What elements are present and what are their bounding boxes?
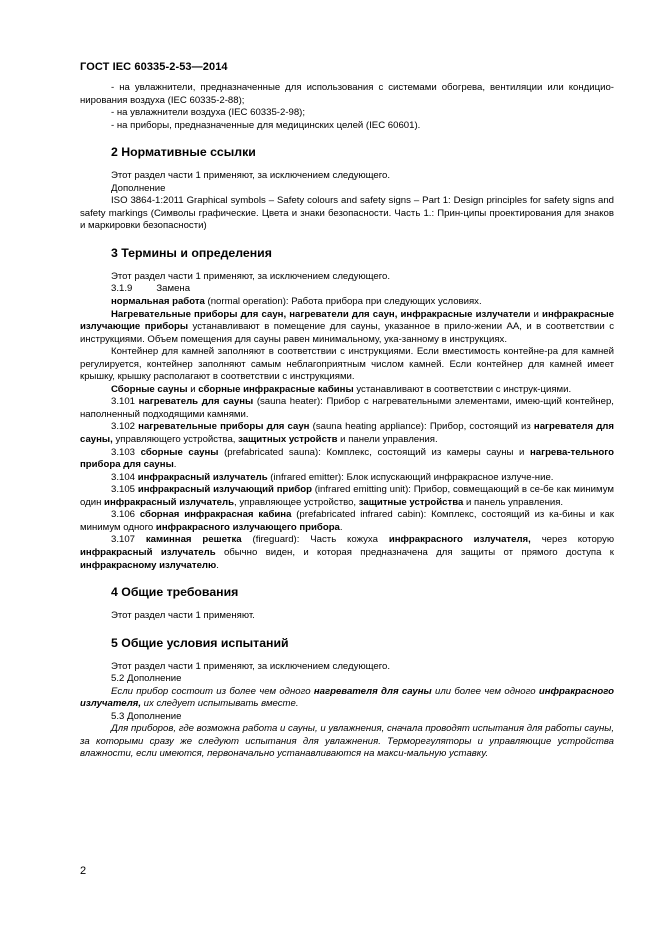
bold-term: инфракрасного излучающего прибора bbox=[155, 521, 340, 533]
section-2-heading: 2 Нормативные ссылки bbox=[111, 145, 256, 160]
text-run: 3.101 bbox=[111, 396, 139, 408]
clause-number: 3.1.9 bbox=[111, 283, 133, 295]
italic-text: их следует испытывать вместе. bbox=[141, 698, 299, 710]
text-run: через которую bbox=[530, 534, 615, 546]
bold-term: инфракрасные излучающие приборы bbox=[80, 308, 614, 333]
bold-term: сборные сауны bbox=[140, 446, 219, 458]
document-header: ГОСТ IEC 60335-2-53—2014 bbox=[80, 61, 228, 73]
bold-term: инфракрасный излучатель bbox=[80, 546, 216, 558]
text-run: (infrared emitting unit): Прибор, совмещающий в се-бе как минимум один bbox=[80, 484, 614, 508]
normal-operation-definition bbox=[80, 296, 614, 309]
scope-item-humidifiers-hvac: - на увлажнители, предназначенные для использования с системами обогрева, вентиляции или кондицио-нирования воздуха (IEC 60335-2-88); bbox=[80, 82, 614, 106]
clause-5-2-text bbox=[80, 686, 614, 711]
text-run: , управляющее устройство, bbox=[234, 496, 359, 508]
page-number: 2 bbox=[80, 865, 87, 877]
definition-3-103 bbox=[80, 447, 614, 472]
text-run: и bbox=[187, 383, 199, 395]
bold-term: Нагревательные приборы для саун, нагреватели для саун, инфракрасные излучатели bbox=[111, 308, 531, 320]
stone-container-paragraph: Контейнер для камней заполняют в соответствии с инструкциями. Если вместимость контейне-ра для камней регулируется, контейнер заполняют самым неблагоприятным числом камней. Если контейнер для камней имеет крышку, крышку располагают в соответствии с инструкциями. bbox=[80, 346, 614, 383]
term: нормальная работа bbox=[111, 296, 205, 308]
section-3-heading: 3 Термины и определения bbox=[111, 245, 272, 260]
bold-term: нагреватель для сауны bbox=[138, 396, 254, 408]
text-run: 3.106 bbox=[111, 509, 140, 521]
text-run: (infrared emitter): Блок испускающий инфракрасное излуче-ние. bbox=[267, 471, 554, 483]
italic-text: или более чем одного bbox=[431, 685, 539, 697]
bold-term: защитные устройства bbox=[358, 496, 464, 508]
document-body bbox=[80, 82, 614, 761]
s3-intro: Этот раздел части 1 применяют, за исключением следующего. bbox=[111, 270, 391, 282]
text-run: устанавливают в помещение для сауны, указанное в прило-жении АА, и в соответствии с инструкциями. Объем помещения для сауны равен минимальному, ука-занному в инструкциях. bbox=[80, 321, 615, 345]
italic-text: Если прибор состоит из более чем одного bbox=[111, 685, 314, 697]
bold-term: сборные инфракрасные кабины bbox=[198, 383, 354, 395]
scope-item-medical: - на приборы, предназначенные для медицинских целей (IEC 60601). bbox=[111, 119, 421, 131]
bold-term: инфракрасный излучающий прибор bbox=[137, 484, 312, 496]
bold-term: каминная решетка bbox=[145, 534, 242, 546]
text-run: 3.107 bbox=[111, 534, 146, 546]
text-run: 3.103 bbox=[111, 446, 141, 458]
text-run: и панель управления. bbox=[463, 496, 564, 508]
s4-intro: Этот раздел части 1 применяют. bbox=[111, 610, 255, 622]
text-run: . bbox=[173, 459, 177, 471]
bold-term: нагревательные приборы для саун bbox=[138, 421, 310, 433]
bold-term: нагревателя для сауны, bbox=[80, 421, 614, 446]
bold-term: защитных устройств bbox=[238, 434, 338, 446]
text-run: (sauna heating appliance): Прибор, состоящий из bbox=[309, 421, 534, 433]
bold-term: инфракрасному излучателю bbox=[80, 559, 217, 571]
scope-item-air-humidifiers: - на увлажнители воздуха (IEC 60335-2-98); bbox=[111, 107, 306, 119]
definition-3-104 bbox=[80, 472, 614, 485]
text-run: (prefabricated sauna): Комплекс, состоящий из камеры сауны и bbox=[218, 446, 530, 458]
bold-term: нагрева-тельного прибора для сауны bbox=[80, 446, 614, 471]
text-run: (prefabricated infrared cabin): Комплекс, состоящий из ка-бины и как минимум одного bbox=[80, 509, 614, 533]
s2-intro: Этот раздел части 1 применяют, за исключением следующего. bbox=[111, 170, 391, 182]
definition-3-105 bbox=[80, 484, 614, 509]
definition-3-101 bbox=[80, 396, 614, 421]
bold-term: сборная инфракрасная кабина bbox=[139, 509, 292, 521]
text-run: (fireguard): Часть кожуха bbox=[241, 534, 389, 546]
text-run: (sauna heater): Прибор с нагревательными элементами, имею-щий контейнер, наполненный подходящими камнями. bbox=[80, 396, 614, 420]
section-5-heading: 5 Общие условия испытаний bbox=[111, 635, 289, 650]
definition-3-102 bbox=[80, 421, 614, 446]
s2-addition: Дополнение bbox=[111, 182, 166, 194]
clause-5-3-heading: 5.3 Дополнение bbox=[111, 710, 182, 722]
bold-term: инфракрасного излучателя, bbox=[388, 534, 531, 546]
clause-label: Замена bbox=[156, 283, 191, 295]
text-run: управляющего устройства, bbox=[112, 434, 239, 446]
definition-3-106 bbox=[80, 509, 614, 534]
bold-term: инфракрасный излучатель bbox=[137, 471, 268, 483]
bold-term: инфракрасный излучатель bbox=[104, 496, 234, 508]
bold-italic-term: нагревателя для сауны bbox=[313, 685, 432, 697]
clause-5-3-text: Для приборов, где возможна работа и сауны, и увлажнения, сначала проводят испытания для работы сауны, за которыми сразу же следуют испытания для увлажнения. Терморегуляторы и управляющие устройства влажности, если имеются, первоначально устанавливаются на макси-мальную уставку. bbox=[80, 723, 614, 760]
definition-text: (normal operation): Работа прибора при следующих условиях. bbox=[204, 296, 482, 308]
bold-term: Сборные сауны bbox=[111, 383, 188, 395]
prefab-installation-paragraph bbox=[80, 384, 614, 397]
text-run: 3.105 bbox=[111, 484, 138, 496]
definition-3-107 bbox=[80, 534, 614, 572]
heaters-installation-paragraph bbox=[80, 309, 614, 347]
text-run: 3.102 bbox=[111, 421, 139, 433]
bold-italic-term: инфракрасного излучателя, bbox=[80, 685, 614, 710]
clause-5-2-heading: 5.2 Дополнение bbox=[111, 673, 182, 685]
text-run: обычно виден, и которая предназначена для защиты от прямого доступа к bbox=[215, 546, 614, 558]
text-run: устанавливают в соответствии с инструк-циями. bbox=[353, 383, 572, 395]
s5-intro: Этот раздел части 1 применяют, за исключением следующего. bbox=[111, 660, 391, 672]
section-4-heading: 4 Общие требования bbox=[111, 585, 239, 600]
text-run: . bbox=[339, 521, 343, 533]
text-run: . bbox=[216, 559, 219, 571]
text-run: и bbox=[530, 308, 543, 320]
text-run: и панели управления. bbox=[337, 434, 438, 446]
text-run: 3.104 bbox=[111, 471, 138, 483]
s2-iso-reference: ISO 3864-1:2011 Graphical symbols – Safety colours and safety signs – Part 1: Design principles for safety signs and safety markings (Символы графические. Цвета и знаки безопасности. Часть 1.: Прин-ципы проектирования для знаков и маркировки безопасности) bbox=[80, 195, 614, 232]
clause-3-1-9 bbox=[80, 283, 614, 296]
